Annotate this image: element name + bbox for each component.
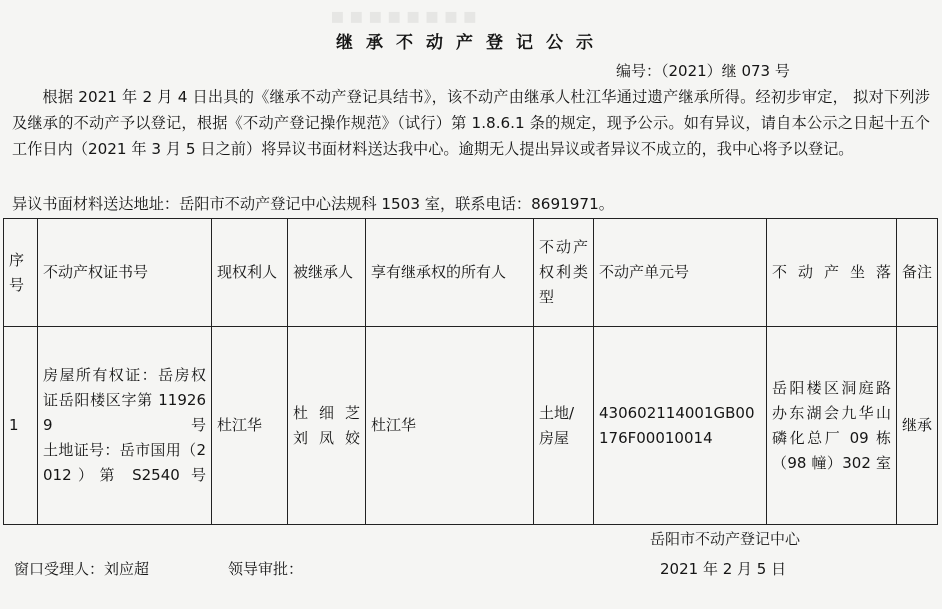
table-row [4, 327, 938, 525]
property-table [3, 218, 938, 525]
page-title: 继承不动产登记公示 [336, 33, 606, 53]
header-seq: 序号 [4, 219, 38, 327]
header-heirs: 享有继承权的所有人 [366, 219, 534, 327]
cell-unit-no: 430602114001GB00176F00010014 [594, 327, 767, 525]
cell-deceased: 杜细芝 刘凤姣 [288, 327, 366, 525]
cell-cert: 房屋所有权证：岳房权证岳阳楼区字第 119269 号 土地证号：岳市国用（2012）第 S2540 号 [38, 327, 212, 525]
cell-heirs: 杜江华 [366, 327, 534, 525]
cell-seq: 1 [4, 327, 38, 525]
notice-paragraph: 根据 2021 年 2 月 4 日出具的《继承不动产登记具结书》，该不动产由继承人杜江华通过遗产继承所得。经初步审定， 拟对下列涉及继承的不动产予以登记，根据《不动产登记操作规范》（试行）第 1.8.6.1 条的规定，现予公示。如有异议，请自本公示之日起十五个工作日内（2021 年 3 月 5 日之前）将异议书面材料送达我中心。逾期无人提出异议或者异议不成立的，我中心将予以登记。 [12, 88, 930, 158]
table-header-row [4, 219, 938, 327]
cell-right-type: 土地/房屋 [534, 327, 594, 525]
header-unit-no: 不动产单元号 [594, 219, 767, 327]
header-holder: 现权利人 [212, 219, 288, 327]
bleed-through-text: ▪▪▪▪▪▪▪▪ [330, 4, 482, 29]
issuing-organization: 岳阳市不动产登记中心 [650, 530, 801, 548]
cell-remark: 继承 [897, 327, 938, 525]
cell-location: 岳阳楼区洞庭路办东湖会九华山磷化总厂 09 栋（98 幢）302 室 [767, 327, 897, 525]
document-number: 编号：（2021）继 073 号 [616, 62, 790, 80]
cell-holder: 杜江华 [212, 327, 288, 525]
objection-address: 异议书面材料送达地址：岳阳市不动产登记中心法规科 1503 室，联系电话：8691971。 [12, 195, 614, 213]
header-cert: 不动产权证书号 [38, 219, 212, 327]
header-deceased: 被继承人 [288, 219, 366, 327]
leader-approval: 领导审批： [228, 560, 304, 578]
issue-date: 2021 年 2 月 5 日 [660, 560, 787, 578]
header-remark: 备注 [897, 219, 938, 327]
header-location: 不动产坐落 [767, 219, 897, 327]
header-right-type: 不动产权利类型 [534, 219, 594, 327]
window-staff: 窗口受理人：刘应超 [14, 560, 150, 578]
